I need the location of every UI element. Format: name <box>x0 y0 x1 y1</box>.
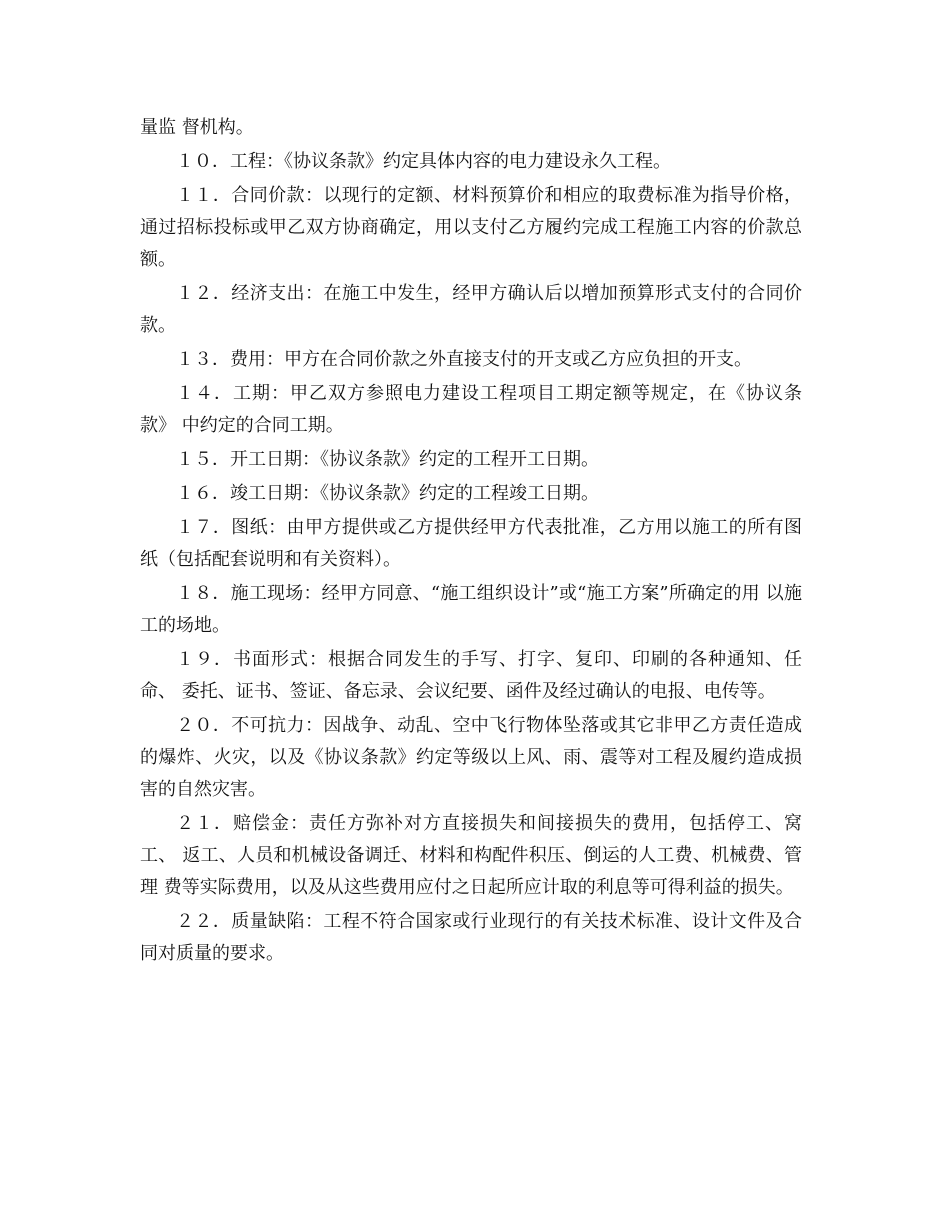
paragraph-item-19: １９．书面形式：根据合同发生的手写、打字、复印、印刷的各种通知、任命、 委托、证书、签证、备忘录、会议纪要、函件及经过确认的电报、电传等。 <box>140 649 802 702</box>
paragraph-item-12: １２．经济支出：在施工中发生，经甲方确认后以增加预算形式支付的合同价 款。 <box>140 283 808 336</box>
paragraph-item-16: １６．竣工日期：《协议条款》约定的工程竣工日期。 <box>176 483 599 504</box>
paragraph-item-18: １８．施工现场：经甲方同意、“施工组织设计”或“施工方案”所确定的用 以施工的场地。 <box>140 583 802 636</box>
paragraph-item-22: ２２．质量缺陷：工程不符合国家或行业现行的有关技术标准、设计文件及合 同对质量的要求。 <box>140 911 808 964</box>
paragraph-item-20: ２０．不可抗力：因战争、动乱、空中飞行物体坠落或其它非甲乙方责任造成 的爆炸、火灾，以及《协议条款》约定等级以上风、雨、震等对工程及履约造成损 害的自然灾害。 <box>140 715 808 800</box>
paragraph-item-11: １１．合同价款：以现行的定额、材料预算价和相应的取费标准为指导价格， 通过招标投标或甲乙双方协商确定，用以支付乙方履约完成工程施工内容的价款总 额。 <box>140 185 808 270</box>
paragraph-item-10: １０．工程：《协议条款》约定具体内容的电力建设永久工程。 <box>176 151 671 172</box>
paragraph-item-17: １７．图纸：由甲方提供或乙方提供经甲方代表批准，乙方用以施工的所有图 纸（包括配套说明和有关资料）。 <box>140 517 808 570</box>
document-body <box>140 112 808 972</box>
paragraph-item-21: ２１．赔偿金：责任方弥补对方直接损失和间接损失的费用，包括停工、窝工、 返工、人员和机械设备调迁、材料和构配件积压、倒运的人工费、机械费、管理 费等实际费用，以及从这些费用应付之日起所应计取的利息等可得利益的损失。 <box>140 813 802 898</box>
paragraph-item-14: １４．工期：甲乙双方参照电力建设工程项目工期定额等规定，在《协议条款》 中约定的合同工期。 <box>140 383 802 436</box>
paragraph-item-13: １３．费用：甲方在合同价款之外直接支付的开支或乙方应负担的开支。 <box>176 349 752 370</box>
paragraph-item-15: １５．开工日期：《协议条款》约定的工程开工日期。 <box>176 449 599 470</box>
paragraph-continuation: 量监 督机构。 <box>140 117 254 138</box>
